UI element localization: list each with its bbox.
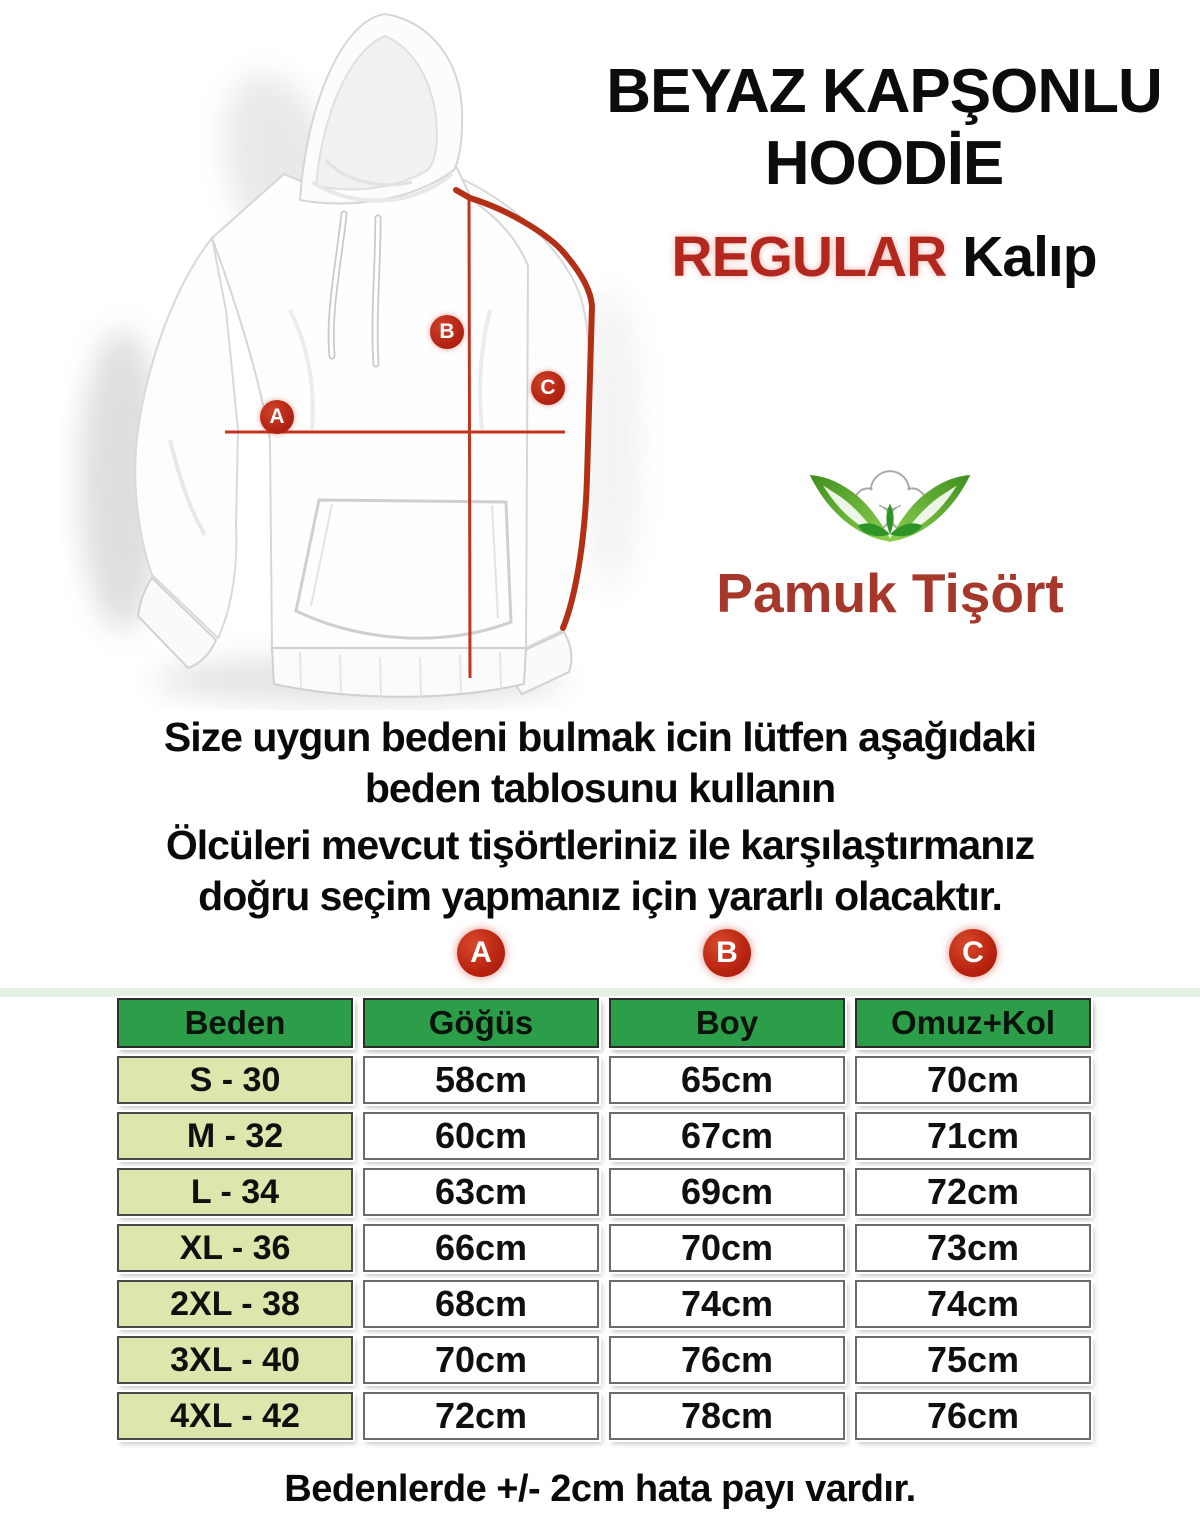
- brand-logo: [590, 454, 1190, 625]
- col-header-gogus: Göğüs: [363, 998, 599, 1048]
- intro-p1-line2: beden tablosunu kullanın: [364, 765, 836, 811]
- measure-point-c: C: [531, 371, 565, 405]
- chest-value: 60cm: [363, 1112, 599, 1160]
- col-header-omuz-kol: Omuz+Kol: [855, 998, 1091, 1048]
- product-title-line2: HOODİE: [764, 129, 1004, 198]
- shoulder-arm-value: 72cm: [855, 1168, 1091, 1216]
- product-title-line1: BEYAZ KAPŞONLU: [606, 57, 1162, 126]
- chest-value: 58cm: [363, 1056, 599, 1104]
- chest-value: 72cm: [363, 1392, 599, 1440]
- shoulder-arm-value: 73cm: [855, 1224, 1091, 1272]
- col-header-boy: Boy: [609, 998, 845, 1048]
- intro-p2-line2: doğru seçim yapmanız için yararlı olacaktır.: [198, 873, 1002, 919]
- chest-value: 70cm: [363, 1336, 599, 1384]
- shoulder-arm-value: 76cm: [855, 1392, 1091, 1440]
- column-marker-a: A: [457, 929, 505, 977]
- chest-value: 66cm: [363, 1224, 599, 1272]
- size-label: L - 34: [117, 1168, 353, 1216]
- size-label: 4XL - 42: [117, 1392, 353, 1440]
- fit-type-highlight: REGULAR: [671, 225, 947, 289]
- product-title: [564, 56, 1200, 200]
- intro-paragraph-2: [0, 820, 1200, 922]
- intro-paragraph-1: [0, 712, 1200, 814]
- length-value: 74cm: [609, 1280, 845, 1328]
- fit-type-rest: Kalıp: [962, 225, 1097, 289]
- table-top-band: [0, 988, 1200, 997]
- measure-line-b: [469, 198, 470, 678]
- size-label: XL - 36: [117, 1224, 353, 1272]
- fit-label: [564, 224, 1200, 290]
- size-label: 3XL - 40: [117, 1336, 353, 1384]
- shoulder-arm-value: 71cm: [855, 1112, 1091, 1160]
- chest-value: 63cm: [363, 1168, 599, 1216]
- intro-p1-line1: Size uygun bedeni bulmak icin lütfen aşağıdaki: [163, 714, 1037, 760]
- measure-point-b: B: [430, 315, 464, 349]
- length-value: 70cm: [609, 1224, 845, 1272]
- shoulder-arm-value: 70cm: [855, 1056, 1091, 1104]
- length-value: 65cm: [609, 1056, 845, 1104]
- shoulder-arm-value: 75cm: [855, 1336, 1091, 1384]
- col-header-beden: Beden: [117, 998, 353, 1048]
- size-label: 2XL - 38: [117, 1280, 353, 1328]
- brand-name: Pamuk Tişört: [716, 562, 1064, 624]
- cotton-flower-icon: [804, 454, 976, 559]
- length-value: 76cm: [609, 1336, 845, 1384]
- column-marker-c: C: [949, 929, 997, 977]
- size-label: S - 30: [117, 1056, 353, 1104]
- measure-point-a: A: [260, 400, 294, 434]
- intro-p2-line1: Ölcüleri mevcut tişörtleriniz ile karşılaştırmanız: [165, 822, 1035, 868]
- tolerance-note: Bedenlerde +/- 2cm hata payı vardır.: [284, 1468, 916, 1510]
- length-value: 67cm: [609, 1112, 845, 1160]
- shoulder-arm-value: 74cm: [855, 1280, 1091, 1328]
- column-marker-b: B: [703, 929, 751, 977]
- size-label: M - 32: [117, 1112, 353, 1160]
- size-table: [117, 998, 1091, 1440]
- length-value: 78cm: [609, 1392, 845, 1440]
- length-value: 69cm: [609, 1168, 845, 1216]
- chest-value: 68cm: [363, 1280, 599, 1328]
